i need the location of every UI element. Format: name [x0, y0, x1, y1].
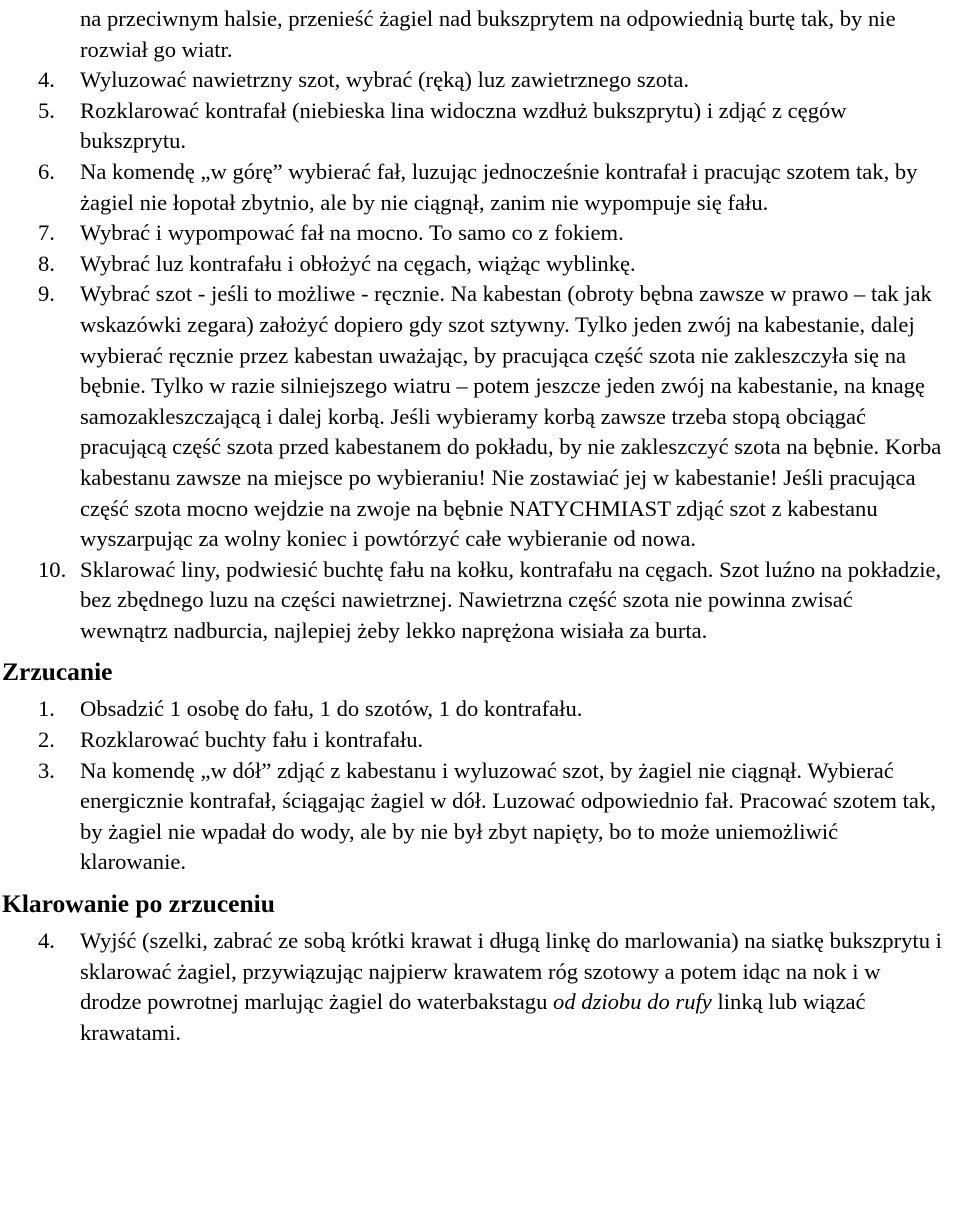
list-item	[0, 279, 960, 554]
list-item-text: Sklarować liny, podwiesić buchtę fału na kołku, kontrafału na cęgach. Szot luźno na pokładzie, bez zbędnego luzu na części nawietrznej. Nawietrzna część szota nie powinna zwisać wewnątrz nadburcia, najlepiej żeby lekko naprężona wisiała za burta.	[80, 556, 942, 643]
list-item-text: Wyjść (szelki, zabrać ze sobą krótki krawat i długą linkę do marlowania) na siatkę bukszprytu i sklarować żagiel, przywiązując najpierw krawatem róg szotowy a potem idąc na nok i w drodze powrotnej marlując żagiel do waterbakstagu	[80, 928, 942, 1015]
list-item-text: Obsadzić 1 osobę do fału, 1 do szotów, 1 do kontrafału.	[80, 696, 583, 722]
list-item-number: 4.	[38, 928, 55, 954]
list-item-text: Wyluzować nawietrzny szot, wybrać (ręką) luz zawietrznego szota.	[80, 67, 690, 93]
list-item	[0, 694, 960, 725]
list-item-text: Na komendę „w dół” zdjąć z kabestanu i wyluzować szot, by żagiel nie ciągnął. Wybierać energicznie kontrafał, ściągając żagiel w dół. Luzować odpowiednio fał. Pracować szotem tak, by żagiel nie wpadał do wody, ale by nie był zbyt napięty, bo to może uniemożliwić klarowanie.	[80, 757, 936, 875]
list-item	[0, 157, 960, 218]
continuation-paragraph: na przeciwnym halsie, przenieść żagiel nad bukszprytem na odpowiednią burtę tak, by nie rozwiał go wiatr.	[80, 6, 896, 62]
list-item-number: 1.	[38, 696, 55, 722]
list-item-number: 5.	[38, 97, 55, 123]
list-item-text: Wybrać luz kontrafału i obłożyć na cęgach, wiążąc wyblinkę.	[80, 250, 636, 276]
numbered-list-podnoszenie	[0, 65, 960, 646]
list-item	[0, 926, 960, 1048]
list-item-text: Rozklarować kontrafał (niebieska lina widoczna wzdłuż bukszprytu) i zdjąć z cęgów bukszprytu.	[80, 97, 847, 154]
numbered-list-klarowanie	[0, 926, 960, 1048]
list-item-number: 3.	[38, 757, 55, 783]
list-item-number: 2.	[38, 727, 55, 753]
list-item	[0, 218, 960, 249]
list-item-text: Rozklarować buchty fału i kontrafału.	[80, 727, 424, 753]
list-item-text: Na komendę „w górę” wybierać fał, luzując jednocześnie kontrafał i pracując szotem tak, by żagiel nie łopotał zbytnio, ale by nie ciągnął, zanim nie wypompuje się fału.	[80, 158, 918, 215]
list-item-number: 6.	[38, 158, 55, 184]
list-item	[0, 756, 960, 878]
list-item-text: Wybrać szot - jeśli to możliwe - ręcznie. Na kabestan (obroty bębna zawsze w prawo – tak jak wskazówki zegara) założyć dopiero gdy szot sztywny. Tylko jeden zwój na kabestanie, dalej wybierać ręcznie przez kabestan uważając, by pracująca część szota nie zakleszczyła się na bębnie. Tylko w razie silniejszego wiatru – potem jeszcze jeden zwój na kabestanie, na knagę samozakleszczającą i dalej korbą. Jeśli wybieramy korbą zawsze trzeba stopą obciągać pracującą część szota przed kabestanem do pokładu, by nie zakleszczyć szota na bębnie. Korba kabestanu zawsze na miejsce po wybieraniu! Nie zostawiać jej w kabestanie! Jeśli pracująca część szota mocno wejdzie na zwoje na bębnie NATYCHMIAST zdjąć szot z kabestanu wyszarpując za wolny koniec i powtórzyć całe wybieranie od nowa.	[80, 281, 942, 552]
list-item	[0, 725, 960, 756]
list-item-number: 10.	[38, 556, 67, 582]
numbered-list-zrzucanie	[0, 694, 960, 878]
list-item-number: 4.	[38, 67, 55, 93]
list-item-text-end: linką lub wiązać krawatami.	[80, 989, 866, 1045]
list-item-number: 7.	[38, 220, 55, 246]
list-item-text: Wybrać i wypompować fał na mocno. To samo co z fokiem.	[80, 220, 624, 246]
section-heading-klarowanie: Klarowanie po zrzuceniu	[2, 889, 275, 919]
list-item	[0, 249, 960, 280]
list-item-number: 9.	[38, 281, 55, 307]
section-heading-zrzucanie: Zrzucanie	[2, 657, 113, 687]
list-item-text-italic: od dziobu do rufy	[553, 989, 712, 1015]
list-item	[0, 96, 960, 157]
list-item	[0, 555, 960, 647]
list-item	[0, 65, 960, 96]
list-item-number: 8.	[38, 250, 55, 276]
